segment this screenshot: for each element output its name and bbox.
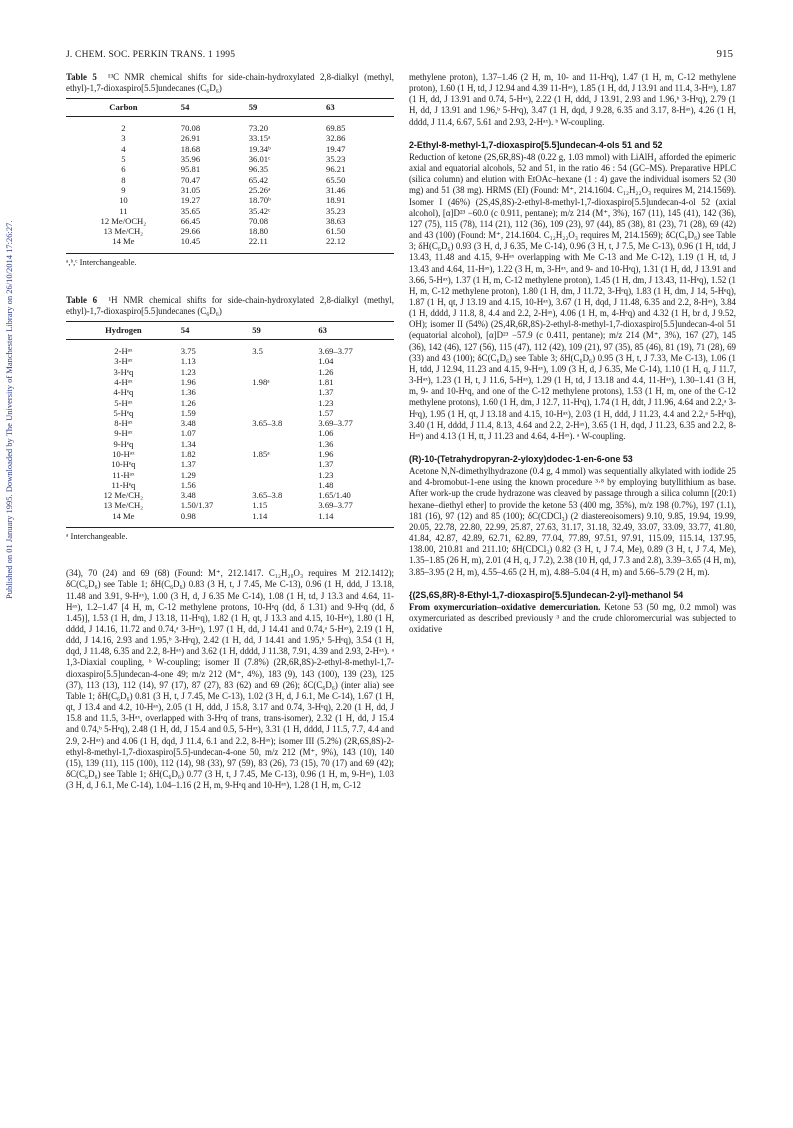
table5-cell: 4: [121, 143, 126, 154]
table5-cell: 35.65: [180, 205, 201, 216]
table5-cell: 65.50: [326, 174, 346, 185]
table6-footnote: ᵃ Interchangeable.: [66, 531, 128, 542]
table6-cell: 1.37: [318, 459, 334, 470]
table5-cell: 18.68: [180, 143, 201, 154]
table6-row: [66, 418, 394, 428]
download-notice[interactable]: Published on 01 January 1995. Downloaded by The University of Manchester Library on 26/10/2014 17:26:27.: [4, 220, 14, 600]
table5-cell: 96.35: [248, 164, 269, 175]
table6-header: 63: [318, 321, 394, 339]
runin-heading: From oxymercuriation–oxidative demercuriation.: [409, 601, 601, 612]
table6-cell: 2-Hᵃˣ: [114, 346, 133, 357]
table6-cell: [252, 428, 318, 438]
table5-cell: 18.91: [326, 195, 346, 206]
table6-cell: 1.26: [180, 397, 196, 408]
table5-cell: 31.46: [326, 184, 346, 195]
table6-header: 59: [252, 321, 318, 339]
table6-cell: 1.06: [318, 428, 334, 439]
table5-cell: 35.42ᶜ: [248, 205, 271, 216]
table6-cell: 3.75: [180, 346, 196, 357]
table5-row: [66, 216, 394, 226]
table6-cell: 14 Me: [112, 510, 135, 521]
table5-header: 54: [181, 99, 249, 117]
table6-caption: [66, 295, 394, 317]
left-body-paragraph: (34), 70 (24) and 69 (68) (Found: M⁺, 212.1417. C₁₂H₂₀O₃ requires M 212.1412); δC(C₆D₆) see Table 1; δH(C₆D₆) 0.83 (3 H, t, J 7.45, Me C-13), 0.96 (1 H, ddd, J 13.18, 11.48 and 3.91, 9-Hᵃˣ), 1.00 (3 H, d, J 6.35 Me C-14), 1.08 (1 H, td, J 13.3 and 4.64, 11-Hᵃˣ), 1.2–1.47 [4 H, m, C-12 methylene protons, 10-Hᵉq (dd, δ 1.31) and 9-Hᵉq (dd, δ 1.45)], 1.53 (1 H, dm, J 13.18, 11-Hᵉq), 1.82 (1 H, qt, J 13.3 and 4.15, 10-Hᵃˣ), 1.80 (1 H, dddd, J 14.16, 11.72 and 0.74,ᵃ 3-Hᵃˣ), 1.97 (1 H, dd, J 14.41 and 0.74,ᵃ 5-Hᵃˣ), 2.19 (1 H, ddd, J 14.16, 2.93 and 1.95,ᵇ 3-Hᵉq), 2.42 (1 H, dd, J 14.41 and 1.95,ᵇ 5-Hᵉq), 3.54 (1 H, dqd, J 11.48, 6.35 and 2.2, 8-Hᵃˣ) and 3.62 (1 H, dddd, J 11.38, 7.91, 4.39 and 2.93, 2-Hᵃˣ). ᵃ 1,3-Diaxial coupling, ᵇ W-coupling; isomer II (7.8%) (2R,6R,8S)-2-ethyl-8-methyl-1,7-dioxaspiro[5.5]undecan-4-one 49; m/z 212 (M⁺, 4%), 183 (9), 143 (100), 139 (23), 125 (37), 113 (13), 112 (14), 97 (17), 87 (27), 83 (62) and 69 (26); δC(C₆D₆) (inter alia) see Table 1; δH(C₆D₆) 0.81 (3 H, t, J 7.45, Me C-13), 1.02 (3 H, d, J 6.1, Me C-14), 1.67 (1 H, qt, J 13.4 and 4.2, 10-Hᵃˣ), 2.05 (1 H, ddd, J 15.8, 3.17 and 0.74, 3-Hᵉq), 2.20 (1 H, dd, J 15.8 and 11.5, 3-Hᵃˣ, overlapped with 3-Hᵉq of trans, trans-isomer), 2.32 (1 H, dd, J 15.4 and 0.74,ᵇ 5-Hᵉq), 2.48 (1 H, dd, J 15.4 and 0.5, 5-Hᵃˣ), 3.31 (1 H, dddd, J 11.5, 7.7, 4.4 and 2.9, 2-Hᵃˣ) and 4.06 (1 H, dqd, J 11.4, 6.1 and 2.2, 8-Hᵃˣ); isomer III (5.2%) (2R,6S,8S)-2-ethyl-8-methyl-1,7-dioxaspiro[5.5]-undecan-4-one 50, m/z 212 (M⁺, 9%), 143 (10), 140 (15), 139 (11), 115 (100), 112 (14), 98 (33), 97 (59), 83 (26), 73 (15), 70 (17) and 69 (42); δC(C₆D₆) see Table 1; δH(C₆D₆) 0.77 (3 H, t, J 7.45, Me C-13), 0.96 (1 H, m, 9-Hᵃˣ), 1.03 (3 H, d, J 6.1, Me C-14), 1.04–1.16 (2 H, m, 9-Hᵉq and 10-Hᵃˣ), 1.28 (1 H, m, C-12: [66, 568, 394, 791]
table6-header-row: [66, 321, 394, 339]
table5-cell: 70.08: [180, 123, 201, 134]
table5: [66, 98, 394, 254]
table6-cell: 5-Hᵉq: [113, 407, 134, 418]
table5-row: [66, 144, 394, 154]
table6-cell: [252, 367, 318, 377]
table6-label: Table 6: [66, 294, 98, 305]
table6-cell: 0.98: [180, 510, 196, 521]
table5-row: [66, 133, 394, 143]
table6-caption-text: ¹H NMR chemical shifts for side-chain-hydroxylated 2,8-dialkyl (methyl, ethyl)-1,7-dioxaspiro[5.5]undecanes (C₆D₆): [66, 294, 395, 316]
table6-cell: 1.36: [318, 438, 334, 449]
table6-cell: 1.65/1.40: [318, 490, 351, 501]
table6-cell: [252, 356, 318, 366]
table5-cell: 29.66: [180, 226, 201, 237]
table6-cell: 1.81: [318, 376, 334, 387]
table5-cell: 38.63: [326, 215, 346, 226]
table6-header: 54: [181, 321, 252, 339]
table6-row: [66, 428, 394, 438]
table6-cell: 13 Me/CH₂: [103, 500, 144, 511]
table5-cell: 65.42: [248, 174, 269, 185]
table6-cell: 1.07: [180, 428, 196, 439]
table5-cell: 18.70ᵇ: [248, 195, 271, 206]
table6-cell: 3-Hᵉq: [113, 366, 134, 377]
table6-cell: 1.37: [318, 387, 334, 398]
table5-cell: 35.23: [326, 205, 346, 216]
table6-row: [66, 356, 394, 366]
page-number: 915: [716, 48, 733, 60]
table6-row: [66, 340, 394, 357]
table5-cell: 11: [119, 205, 128, 216]
table6-cell: [252, 398, 318, 408]
table6-cell: 1.56: [180, 479, 196, 490]
table6-cell: 3.69–3.77: [318, 418, 353, 429]
table5-header: 63: [326, 99, 394, 117]
table5-row: [66, 185, 394, 195]
table6-cell: 12 Me/CH₂: [103, 490, 144, 501]
table5-cell: 25.26ᵃ: [248, 184, 271, 195]
table6-cell: 5-Hᵃˣ: [114, 397, 133, 408]
table5-header: Carbon: [66, 99, 181, 117]
table5-row: [66, 154, 394, 164]
table6-cell: 1.04: [318, 356, 334, 367]
table6-cell: 1.85ᵃ: [252, 449, 270, 459]
table6-cell: 3.69–3.77: [318, 500, 353, 511]
table6-cell: 4-Hᵉq: [113, 387, 134, 398]
table6-cell: 1.37: [180, 459, 196, 470]
table5-cell: 8: [121, 174, 126, 185]
table6-cell: 3.65–3.8: [252, 490, 283, 501]
right-body-paragraph-3: Acetone N,N-dimethylhydrazone (0.4 g, 4 mmol) was sequentially alkylated with iodide 25 and 4-bromobut-1-ene using the known procedure ³·⁸ by employing butyllithium as base. After work-up the crude hydrazone was cleaved by passage through a silica column [(20:1) hexane–diethyl ether] to provide the ketone 53 (400 mg, 35%), m/z 198 (0.7%), 197 (1.1), 181 (16), 97 (12) and 85 (100); δC(CDCl₃) (2 diastereoisomers) 9.10, 9.85, 19.94, 19.99, 20.05, 22.78, 22.80, 22.99, 25.87, 27.63, 31.17, 31.18, 32.49, 33.07, 33.09, 33.77, 41.80, 41.84, 42.87, 42.89, 62.71, 62.89, 77.04, 77.89, 97.51, 97.91, 115.09, 115.14, 137.95, 138.00, 210.81 and 211.10; δH(CDCl₃) 0.82 (3 H, t, J 7.4, Me), 0.89 (3 H, t, J 7.4, Me), 1.35–1.85 (26 H, m), 2.01 (4 H, q, J 7.2), 2.38 (10 H, qd, J 7.3 and 2.8), 3.39–3.65 (4 H, m), 3.85–3.95 (2 H, m), 4.55–4.65 (2 H, m), 4.88–5.04 (4 H, m) and 5.66–5.79 (2 H, m).: [409, 466, 736, 577]
table5-cell: 10.45: [180, 236, 201, 247]
table6-cell: 1.15: [252, 500, 268, 511]
table5-row: [66, 206, 394, 216]
right-column: [409, 72, 736, 635]
table6-row: [66, 449, 394, 459]
table6-cell: 1.50/1.37: [180, 500, 214, 511]
table6-cell: 1.57: [318, 407, 334, 418]
table5-cell: 96.21: [326, 164, 346, 175]
table6-cell: 1.13: [180, 356, 196, 367]
table6-row: [66, 387, 394, 397]
table6-cell: 11-Hᵉq: [111, 479, 136, 490]
table5-cell: 66.45: [180, 215, 201, 226]
right-body-paragraph-4: [409, 602, 736, 635]
table6-cell: [252, 470, 318, 480]
table5-cell: 19.34ᵇ: [248, 143, 271, 154]
table5-cell: 12 Me/OCH₂: [100, 215, 147, 226]
table6-cell: 9-Hᵉq: [113, 438, 134, 449]
table5-cell: 22.12: [326, 236, 346, 247]
table6-cell: 4-Hᵃˣ: [114, 376, 133, 387]
table5-cell: 13 Me/CH₂: [103, 226, 144, 237]
right-body-paragraph-1: methylene proton), 1.37–1.46 (2 H, m, 10- and 11-Hᵉq), 1.47 (1 H, m, C-12 methylene proton), 1.60 (1 H, td, J 12.94 and 4.39 11-Hᵃˣ), 1.85 (1 H, dd, J 13.91 and 11.4, 3-Hᵃˣ), 1.87 (1 H, dd, J 13.91 and 0.74, 5-Hᵃˣ), 2.22 (1 H, ddd, J 13.91, 2.93 and 1.96,ᵇ 3-Hᵉq), 2.79 (1 H, dd, J 13.91 and 1.96,ᵇ 5-Hᵉq), 3.47 (1 H, dqd, J 9.28, 6.35 and 3.17, 8-Hᵃˣ), 4.26 (1 H, dddd, J 11.4, 6.67, 5.61 and 2.93, 2-Hᵃˣ). ᵇ W-coupling.: [409, 72, 736, 127]
table6-cell: 1.23: [318, 397, 334, 408]
table6-cell: [252, 408, 318, 418]
table6-row: [66, 511, 394, 528]
table5-cell: 70.47: [180, 174, 201, 185]
table5-cell: 3: [121, 133, 126, 144]
section-heading-ols: 2-Ethyl-8-methyl-1,7-dioxaspiro[5.5]undecan-4-ols 51 and 52: [409, 139, 663, 150]
table5-row: [66, 164, 394, 174]
table5-caption: [66, 72, 394, 94]
table5-cell: 70.08: [248, 215, 269, 226]
table6-cell: 3-Hᵃˣ: [114, 356, 133, 367]
table5-cell: 6: [121, 164, 126, 175]
table6-cell: [252, 459, 318, 469]
table6-cell: 9-Hᵃˣ: [114, 428, 133, 439]
table6-cell: 3.69–3.77: [318, 346, 353, 357]
table6-cell: 1.96: [180, 376, 196, 387]
table6-row: [66, 459, 394, 469]
table5-row: [66, 175, 394, 185]
table5-cell: 19.47: [326, 143, 346, 154]
table5-cell: 36.01ᶜ: [248, 154, 271, 165]
table6-cell: 1.14: [252, 510, 268, 521]
table6-cell: 3.48: [180, 418, 196, 429]
table5-row: [66, 226, 394, 236]
section-heading-dodecenone: (R)-10-(Tetrahydropyran-2-yloxy)dodec-1-en-6-one 53: [409, 454, 633, 464]
table5-cell: 2: [121, 123, 126, 134]
table6-row: [66, 500, 394, 510]
table5-cell: 35.96: [180, 154, 201, 165]
table5-cell: 26.91: [180, 133, 201, 144]
table5-cell: 22.11: [248, 236, 268, 247]
table5-cell: 32.86: [326, 133, 346, 144]
table6-cell: 1.23: [180, 366, 196, 377]
table5-row: [66, 117, 394, 134]
right-body-paragraph-2: Reduction of ketone (2S,6R,8S)-48 (0.22 g, 1.03 mmol) with LiAlH₄ afforded the epimeric axial and equatorial alcohols, 52 and 51, in the ratio 46 : 54 (GC–MS). Preparative HPLC (silica column) and elution with EtOAc–hexane (1 : 4) gave the individual isomers 52 (30 mg) and 51 (38 mg). HRMS (EI) (Found: M⁺, 214.1604. C₁₂H₂₂O₃ requires M, 214.1569). Isomer I (46%) (2S,4S,8S)-2-ethyl-8-methyl-1,7-dioxaspiro[5.5]undecan-4-ol 52 (axial alcohol), [α]D²³ −60.0 (c 0.911, pentane); m/z 214 (M⁺, 3%), 167 (11), 145 (41), 142 (36), 127 (75), 115 (78), 114 (21), 112 (36), 109 (23), 97 (44), 85 (38), 81 (23), 71 (28), 69 (42) and 43 (100) (Found: M⁺, 214.1604. C₁₂H₂₂O₃ requires M, 214.1569); δC(C₆D₆) see Table 3; δH(C₆D₆) 0.93 (3 H, d, J 6.35, Me C-14), 0.96 (3 H, t, J 7.5, Me C-13), 0.96 (1 H, tdd, J 13.43, 11.48 and 4.15, 9-Hᵃˣ overlapping with Me C-13 and Me C-12), 1.19 (1 H, td, J 13.43 and 4.64, 11-Hᵃˣ), 1.22 (3 H, m, 3-Hᵃˣ, and 9- and 10-Hᵉq), 1.31 (1 H, dd, J 13.91 and 3.66, 5-Hᵃˣ), 1.37 (1 H, m, C-12 methylene proton), 1.45 (1 H, dm, J 13.43, 11-Hᵉq), 1.52 (1 H, m, C-12 methylene proton), 1.80 (1 H, dm, J 11.72, 3-Hᵉq), 1.83 (1 H, dm, J 14, 5-Hᵉq), 1.87 (1 H, qt, J 13.19 and 4.15, 10-Hᵃˣ), 3.67 (1 H, dqd, J 11.48, 6.35 and 2.2, 8-Hᵃˣ), 3.84 (1 H, dddd, J 11.8, 8, 4.4 and 2.2, 2-Hᵃˣ), 4.06 (1 H, m, 4-Hᵉq) and 4.32 (1 H, br d, J 9.52, OH); isomer II (54%) (2S,4R,6R,8S)-2-ethyl-8-methyl-1,7-dioxaspiro[5.5]undecan-4-ol 51 (equatorial alcohol), [α]D²³ −57.9 (c 0.411, pentane); m/z 214 (M⁺, 3%), 167 (27), 145 (36), 142 (46), 127 (56), 115 (47), 112 (42), 109 (21), 97 (35), 85 (46), 81 (19), 71 (28), 69 (33) and 43 (100); δC(C₆D₆) see Table 3; δH(C₆D₆) 0.95 (3 H, t, J 7.33, Me C-13), 1.06 (1 H, tdd, J 12.94, 11.23 and 4.15, 9-Hᵃˣ), 1.09 (3 H, d, J 6.35, Me C-14), 1.10 (1 H, q, J 11.7, 3-Hᵃˣ), 1.23 (1 H, t, J 11.6, 5-Hᵃˣ), 1.29 (1 H, td, J 13.18 and 4.4, 11-Hᵃˣ), 1.30–1.41 (3 H, m, 9- and 10-Hᵉq, and one of the C-12 methylene protons), 1.53 (1 H, m, one of the C-12 methylene protons), 1.60 (1 H, dm, J 12.7, 11-Hᵉq), 1.74 (1 H, ddt, J 11.96, 4.64 and 2.2,ᵃ 3-Hᵉq), 1.95 (1 H, qt, J 13.18 and 4.15, 10-Hᵃˣ), 2.03 (1 H, ddd, J 11.23, 4.4 and 2.2,ᵃ 5-Hᵉq), 3.40 (1 H, dddd, J 11.4, 8.13, 4.64 and 2.2, 2-Hᵃˣ), 3.65 (1 H, dqd, J 11.23, 6.35 and 2.2, 8-Hᵃˣ) and 4.13 (1 H, tt, J 11.23 and 4.64, 4-Hᵃˣ). ᵃ W-coupling.: [409, 151, 736, 441]
table5-header: 59: [249, 99, 326, 117]
section-heading-methanol: {(2S,6S,8R)-8-Ethyl-1,7-dioxaspiro[5.5]undecan-2-yl}-methanol 54: [409, 589, 684, 600]
table5-row: [66, 195, 394, 205]
table6-cell: 8-Hᵃˣ: [114, 418, 133, 429]
table6-cell: 1.59: [180, 407, 196, 418]
table6-cell: 1.23: [318, 469, 334, 480]
table6-cell: 11-Hᵃˣ: [112, 469, 135, 480]
table6-cell: 1.14: [318, 510, 334, 521]
table6-cell: 1.82: [180, 449, 196, 459]
table6-cell: [252, 480, 318, 490]
table5-cell: 69.85: [326, 123, 346, 134]
runin-body: Ketone 53 (50 mg, 0.2 mmol) was oxymercuriated as described previously ³ and the crude chloromercurial was subjected to oxidative: [409, 601, 736, 635]
table6-cell: 3.48: [180, 490, 196, 501]
table5-cell: 14 Me: [112, 236, 135, 247]
table6-cell: 1.29: [180, 469, 196, 480]
table6-cell: 10-Hᵉq: [111, 459, 136, 470]
left-column: [66, 72, 394, 791]
table6-cell: 1.96: [318, 449, 334, 459]
table5-label: Table 5: [66, 72, 97, 82]
table6-row: [66, 490, 394, 500]
table6-cell: 1.36: [180, 387, 196, 398]
table5-cell: 5: [121, 154, 126, 165]
table5-row: [66, 236, 394, 253]
table5-caption-text: ¹³C NMR chemical shifts for side-chain-hydroxylated 2,8-dialkyl (methyl, ethyl)-1,7-dioxaspiro[5.5]undecanes (C₆D₆): [66, 72, 394, 93]
table5-cell: 31.05: [180, 184, 201, 195]
table6-cell: [252, 387, 318, 397]
table6-cell: 1.48: [318, 479, 334, 490]
table5-cell: 18.80: [248, 226, 269, 237]
table5-cell: 73.20: [248, 123, 269, 134]
table5-cell: 33.15ᵃ: [248, 133, 271, 144]
table6-row: [66, 480, 394, 490]
table6-cell: [252, 439, 318, 449]
table6-cell: 1.26: [318, 366, 334, 377]
table6-cell: 10-Hᵃˣ: [112, 449, 135, 459]
table6-header: Hydrogen: [66, 321, 181, 339]
table5-cell: 10: [119, 195, 128, 206]
table6-row: [66, 408, 394, 418]
table5-cell: 19.27: [180, 195, 201, 206]
table6-row: [66, 470, 394, 480]
table5-cell: 35.23: [326, 154, 346, 165]
table5-cell: 95.81: [180, 164, 201, 175]
table6-cell: 3.5: [252, 346, 263, 357]
table6-cell: 3.65–3.8: [252, 418, 283, 429]
table6: [66, 321, 394, 528]
table5-cell: 61.50: [326, 226, 346, 237]
table5-header-row: [66, 99, 394, 117]
table6-row: [66, 377, 394, 387]
table5-cell: 9: [121, 184, 126, 195]
journal-header: J. CHEM. SOC. PERKIN TRANS. 1 1995: [66, 50, 236, 60]
table6-row: [66, 439, 394, 449]
table6-row: [66, 398, 394, 408]
table5-footnote: ᵃ,ᵇ,ᶜ Interchangeable.: [66, 256, 137, 267]
table6-cell: 1.98ᵃ: [252, 376, 270, 387]
table6-row: [66, 367, 394, 377]
table6-cell: 1.34: [180, 438, 196, 449]
